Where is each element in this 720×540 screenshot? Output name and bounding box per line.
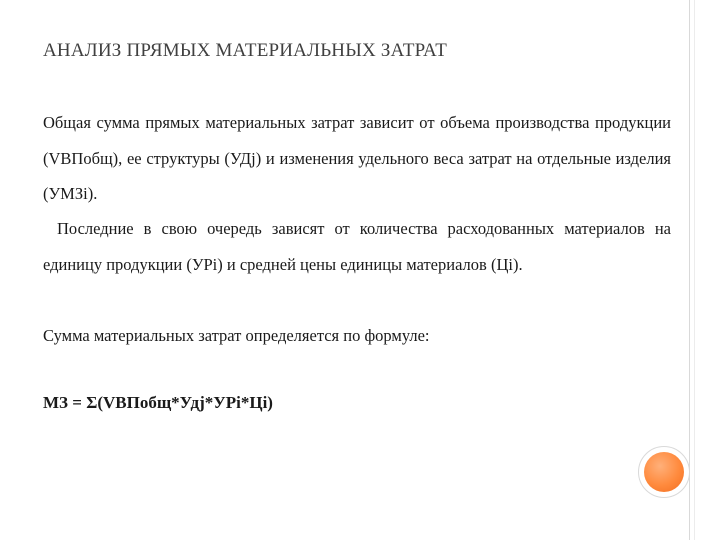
- orange-circle-icon: [644, 452, 684, 492]
- cost-formula: МЗ = Σ(VBПобщ*Удj*УРi*Цi): [43, 393, 273, 412]
- paragraph-total-costs: Общая сумма прямых материальных затрат зависит от объема производства продукции (VBПобщ), ее структуры (УДj) и изменения удельного веса затрат на отдельные изделия (УМЗi).: [43, 113, 671, 203]
- slide-title: АНАЛИЗ ПРЯМЫХ МАТЕРИАЛЬНЫХ ЗАТРАТ: [43, 40, 448, 61]
- right-border-line: [689, 0, 690, 540]
- paragraph-formula-intro: Сумма материальных затрат определяется по формуле:: [43, 326, 430, 345]
- right-border-line-secondary: [694, 0, 695, 540]
- paragraph-dependencies: Последние в свою очередь зависят от количества расходованных материалов на единицу продукции (УРi) и средней цены единицы материалов (Цi).: [43, 219, 671, 274]
